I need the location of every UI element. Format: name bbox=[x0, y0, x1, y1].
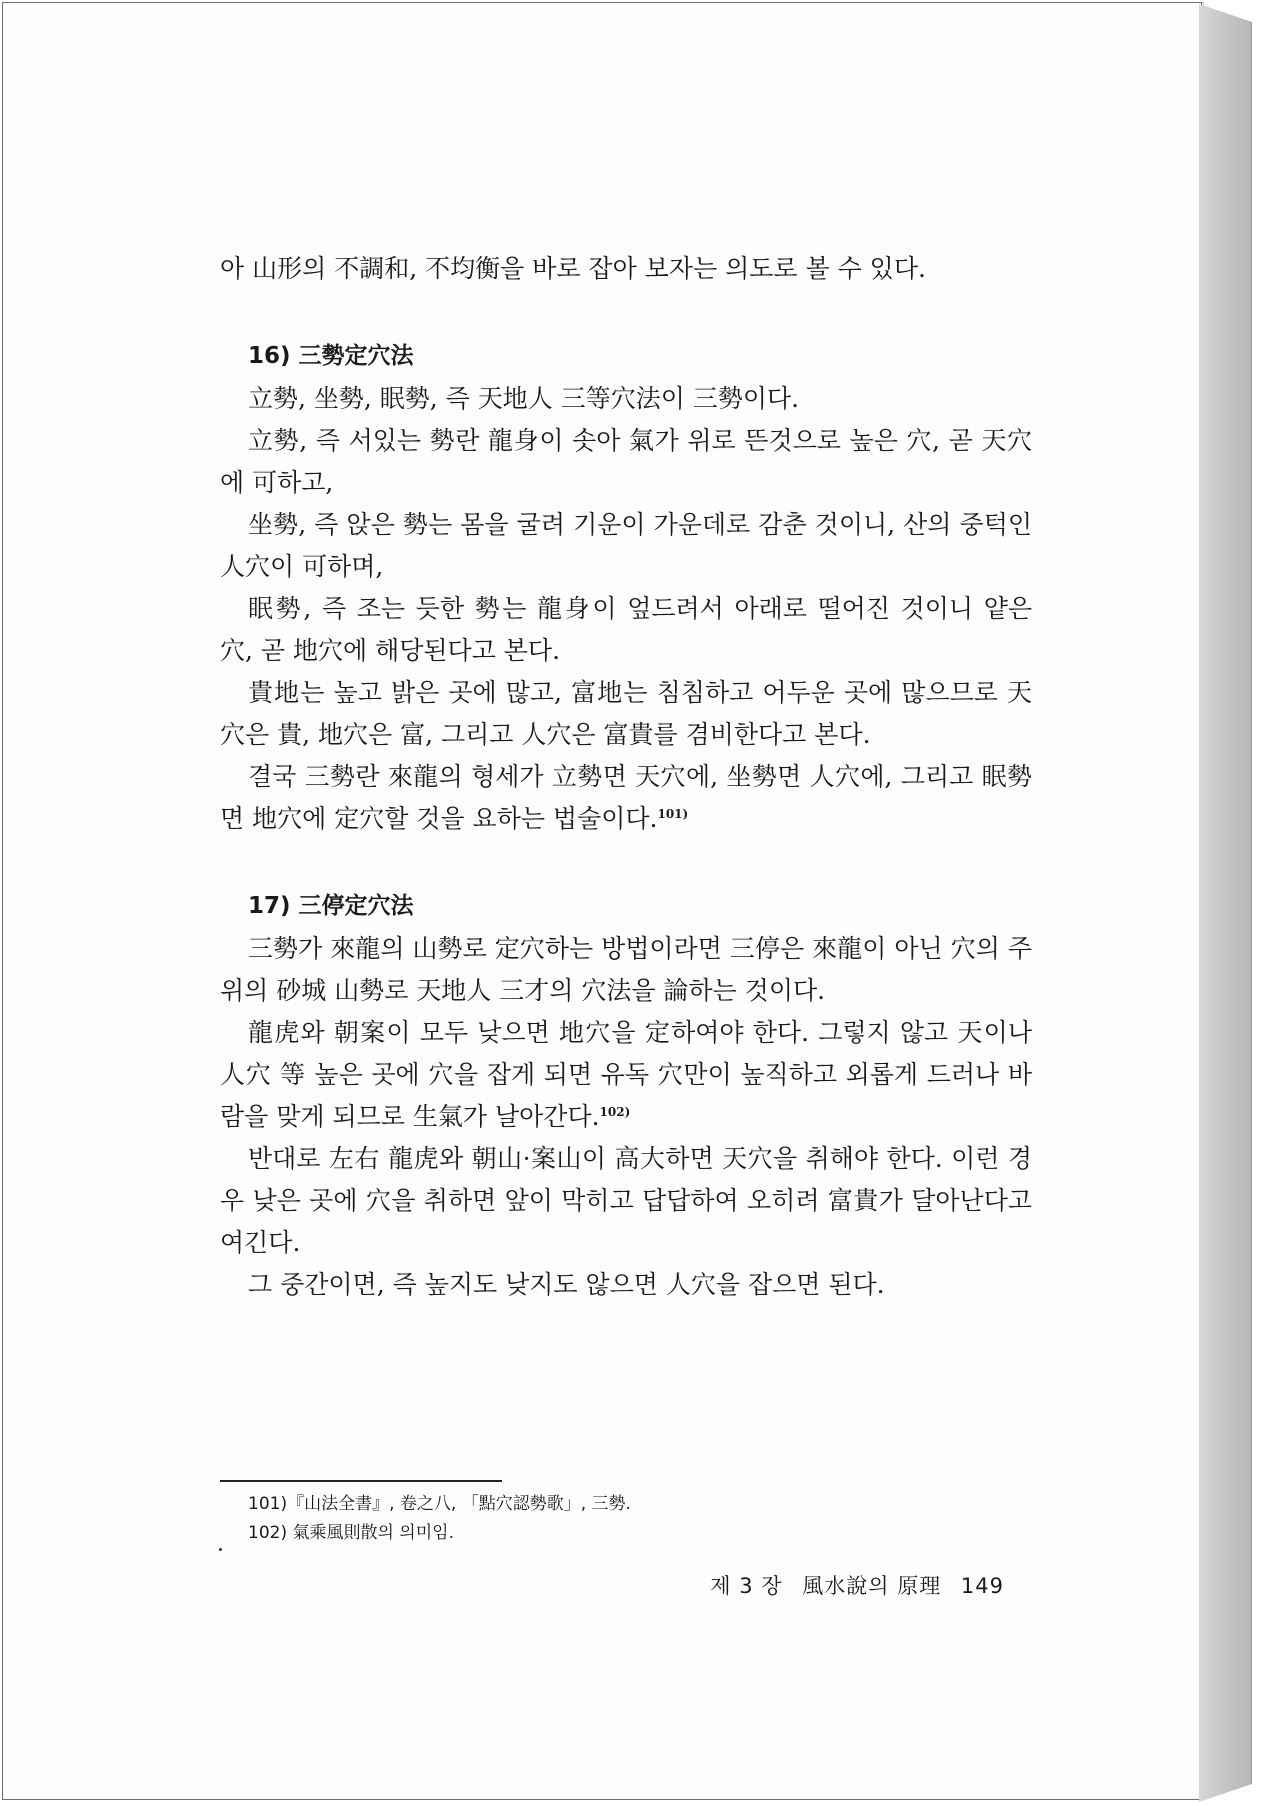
paragraph: 眠勢, 즉 조는 듯한 勢는 龍身이 엎드려서 아래로 떨어진 것이니 얕은 穴, 곧 地穴에 해당된다고 본다. bbox=[220, 594, 1032, 665]
page-edge-shadow bbox=[1199, 4, 1252, 1802]
footnotes bbox=[248, 1490, 631, 1548]
paragraph bbox=[220, 756, 1032, 840]
paragraph: 반대로 左右 龍虎와 朝山·案山이 高大하면 天穴을 취해야 한다. 이런 경우 낮은 곳에 穴을 취하면 앞이 막히고 답답하여 오히려 富貴가 달아난다고 여긴다. bbox=[220, 1144, 1032, 1257]
paragraph: 그 중간이면, 즉 높지도 낮지도 않으면 人穴을 잡으면 된다. bbox=[248, 1270, 885, 1299]
footnote-divider bbox=[220, 1480, 502, 1482]
paragraph-text: 결국 三勢란 來龍의 형세가 立勢면 天穴에, 坐勢면 人穴에, 그리고 眠勢면 地穴에 定穴할 것을 요하는 법술이다. bbox=[220, 762, 1032, 833]
footnote-ref[interactable]: 101) bbox=[657, 807, 689, 821]
page-number: 149 bbox=[960, 1574, 1004, 1598]
chapter-title: 風水說의 原理 bbox=[802, 1574, 942, 1598]
paragraph: 立勢, 坐勢, 眠勢, 즉 天地人 三等穴法이 三勢이다. bbox=[248, 384, 800, 413]
section-heading-17: 17) 三停定穴法 bbox=[248, 893, 414, 919]
body-text bbox=[220, 248, 1032, 1306]
paragraph: 아 山形의 不調和, 不均衡을 바로 잡아 보자는 의도로 볼 수 있다. bbox=[220, 254, 926, 283]
footnote-ref[interactable]: 102) bbox=[599, 1105, 631, 1119]
paragraph-text: 龍虎와 朝案이 모두 낮으면 地穴을 定하여야 한다. 그렇지 않고 天이나 人穴 等 높은 곳에 穴을 잡게 되면 유독 穴만이 높직하고 외롭게 드러나 바람을 맞게 되므로 生氣가 날아간다. bbox=[220, 1018, 1032, 1131]
footnote-101: 101)『山法全書』, 卷之八, 「點穴認勢歌」, 三勢. bbox=[248, 1494, 631, 1514]
running-footer bbox=[698, 1570, 1004, 1600]
section-heading-16: 16) 三勢定穴法 bbox=[248, 343, 414, 369]
paragraph: 坐勢, 즉 앉은 勢는 몸을 굴려 기운이 가운데로 감춘 것이니, 산의 중턱인 人穴이 可하며, bbox=[220, 510, 1032, 581]
chapter-label: 제 3 장 bbox=[710, 1574, 783, 1598]
paragraph bbox=[220, 1012, 1032, 1138]
paragraph: 立勢, 즉 서있는 勢란 龍身이 솟아 氣가 위로 뜬것으로 높은 穴, 곧 天穴에 可하고, bbox=[220, 426, 1032, 497]
footnote-102: 102) 氣乘風則散의 의미임. bbox=[248, 1523, 454, 1543]
speck bbox=[219, 1548, 222, 1551]
paragraph: 三勢가 來龍의 山勢로 定穴하는 방법이라면 三停은 來龍이 아닌 穴의 주위의 砂城 山勢로 天地人 三才의 穴法을 論하는 것이다. bbox=[220, 934, 1032, 1005]
paragraph: 貴地는 높고 밝은 곳에 많고, 富地는 침침하고 어두운 곳에 많으므로 天穴은 貴, 地穴은 富, 그리고 人穴은 富貴를 겸비한다고 본다. bbox=[220, 678, 1032, 749]
